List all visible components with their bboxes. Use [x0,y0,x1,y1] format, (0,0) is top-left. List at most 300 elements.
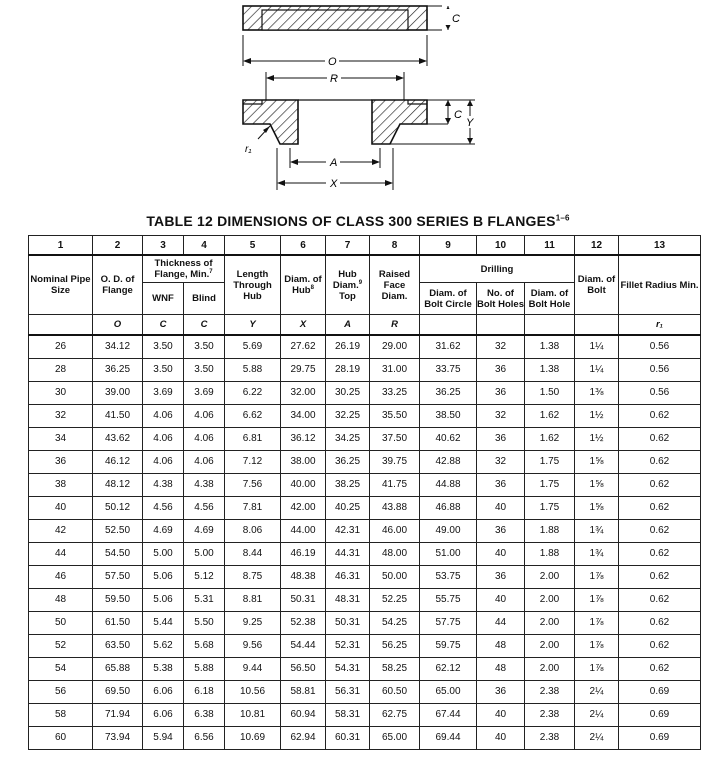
header-diam-of-hub-label: Diam. of Hub [284,274,322,296]
cell-size: 56 [29,680,93,703]
table-title-notes: 1–6 [555,213,570,223]
cell-thickness-wnf: 4.06 [143,404,184,427]
cell-diam-of-bolt-hole: 2.38 [525,703,575,726]
cell-size: 34 [29,427,93,450]
cell-hub-diam-top: 36.25 [326,450,370,473]
header-wnf: WNF [143,283,184,315]
cell-od: 69.50 [93,680,143,703]
symbol-a: A [326,315,370,335]
cell-size: 60 [29,726,93,749]
cell-od: 57.50 [93,565,143,588]
cell-bolt-circle: 67.44 [420,703,477,726]
cell-od: 36.25 [93,358,143,381]
cell-hub-diam-top: 44.31 [326,542,370,565]
col-num: 2 [93,236,143,256]
cell-raised-face-diam: 33.25 [370,381,420,404]
cell-raised-face-diam: 48.00 [370,542,420,565]
col-num: 7 [326,236,370,256]
cell-diam-of-bolt: 1½ [575,404,619,427]
cell-bolt-circle: 31.62 [420,335,477,359]
cell-diam-of-bolt-hole: 1.62 [525,427,575,450]
cell-size: 48 [29,588,93,611]
cell-diam-of-hub: 62.94 [281,726,326,749]
cell-size: 42 [29,519,93,542]
cell-diam-of-bolt: 2¼ [575,680,619,703]
cell-size: 32 [29,404,93,427]
table-row [29,381,701,404]
cell-bolt-circle: 51.00 [420,542,477,565]
cell-diam-of-bolt: 1⅞ [575,634,619,657]
cell-length-through-hub: 10.81 [225,703,281,726]
cell-fillet-radius: 0.56 [619,358,701,381]
table-body [29,335,701,750]
cell-thickness-blind: 3.50 [184,335,225,359]
cell-no-of-bolt-holes: 48 [477,634,525,657]
cell-size: 52 [29,634,93,657]
col-num: 13 [619,236,701,256]
cell-length-through-hub: 10.56 [225,680,281,703]
cell-length-through-hub: 7.81 [225,496,281,519]
cell-diam-of-bolt: 1¾ [575,519,619,542]
cell-diam-of-bolt: 1¼ [575,335,619,359]
cell-raised-face-diam: 43.88 [370,496,420,519]
header-no-of-bolt-holes: No. of Bolt Holes [477,283,525,315]
cell-raised-face-diam: 31.00 [370,358,420,381]
symbol-c-wnf: C [143,315,184,335]
table-row [29,634,701,657]
cell-thickness-wnf: 5.06 [143,588,184,611]
cell-thickness-blind: 4.06 [184,404,225,427]
cell-od: 46.12 [93,450,143,473]
dim-label-y: Y [466,117,474,129]
col-num: 12 [575,236,619,256]
column-number-row [29,236,701,256]
cell-od: 50.12 [93,496,143,519]
cell-raised-face-diam: 41.75 [370,473,420,496]
header-nominal-pipe-size: Nominal Pipe Size [29,255,93,315]
cell-bolt-circle: 42.88 [420,450,477,473]
cell-thickness-blind: 4.38 [184,473,225,496]
cell-hub-diam-top: 40.25 [326,496,370,519]
cell-diam-of-hub: 40.00 [281,473,326,496]
cell-thickness-blind: 6.38 [184,703,225,726]
cell-diam-of-bolt: 1⅞ [575,611,619,634]
cell-raised-face-diam: 37.50 [370,427,420,450]
cell-thickness-wnf: 4.06 [143,427,184,450]
cell-fillet-radius: 0.62 [619,450,701,473]
cell-size: 40 [29,496,93,519]
cell-diam-of-hub: 44.00 [281,519,326,542]
cell-thickness-wnf: 5.38 [143,657,184,680]
cell-diam-of-hub: 34.00 [281,404,326,427]
cell-diam-of-bolt: 2¼ [575,703,619,726]
table-row [29,657,701,680]
cell-thickness-wnf: 5.62 [143,634,184,657]
cell-od: 52.50 [93,519,143,542]
cell-size: 36 [29,450,93,473]
cell-fillet-radius: 0.56 [619,381,701,404]
cell-size: 26 [29,335,93,359]
header-diam-of-bolt-hole: Diam. of Bolt Hole [525,283,575,315]
cell-no-of-bolt-holes: 36 [477,565,525,588]
cell-thickness-blind: 5.31 [184,588,225,611]
header-row-1 [29,255,701,283]
table-row [29,427,701,450]
cell-bolt-circle: 62.12 [420,657,477,680]
cell-diam-of-hub: 38.00 [281,450,326,473]
cell-fillet-radius: 0.62 [619,634,701,657]
cell-thickness-blind: 6.18 [184,680,225,703]
cell-bolt-circle: 40.62 [420,427,477,450]
cell-thickness-wnf: 3.69 [143,381,184,404]
table-row [29,680,701,703]
cell-raised-face-diam: 39.75 [370,450,420,473]
cell-fillet-radius: 0.62 [619,473,701,496]
cell-fillet-radius: 0.69 [619,726,701,749]
cell-bolt-circle: 36.25 [420,381,477,404]
cell-length-through-hub: 7.56 [225,473,281,496]
col-num: 6 [281,236,326,256]
col-num: 5 [225,236,281,256]
cell-diam-of-bolt-hole: 1.75 [525,450,575,473]
header-bolt-circle: Diam. of Bolt Circle [420,283,477,315]
cell-diam-of-bolt-hole: 2.00 [525,657,575,680]
cell-size: 44 [29,542,93,565]
cell-diam-of-bolt-hole: 2.38 [525,726,575,749]
cell-diam-of-bolt-hole: 2.38 [525,680,575,703]
cell-bolt-circle: 49.00 [420,519,477,542]
symbol-empty [477,315,525,335]
cell-size: 46 [29,565,93,588]
cell-fillet-radius: 0.69 [619,703,701,726]
table-row [29,588,701,611]
col-num: 4 [184,236,225,256]
cell-od: 48.12 [93,473,143,496]
cell-no-of-bolt-holes: 36 [477,473,525,496]
symbol-x: X [281,315,326,335]
cell-diam-of-hub: 36.12 [281,427,326,450]
cell-no-of-bolt-holes: 32 [477,335,525,359]
cell-diam-of-bolt-hole: 1.75 [525,496,575,519]
cell-hub-diam-top: 34.25 [326,427,370,450]
cell-thickness-wnf: 5.06 [143,565,184,588]
header-hub-top-label: Top [339,290,356,302]
header-raised-face-diam: Raised Face Diam. [370,255,420,315]
cell-diam-of-hub: 32.00 [281,381,326,404]
cell-no-of-bolt-holes: 36 [477,680,525,703]
cell-fillet-radius: 0.62 [619,588,701,611]
cell-no-of-bolt-holes: 36 [477,519,525,542]
cell-thickness-blind: 5.00 [184,542,225,565]
cell-diam-of-bolt-hole: 1.62 [525,404,575,427]
cell-hub-diam-top: 32.25 [326,404,370,427]
cell-bolt-circle: 65.00 [420,680,477,703]
header-diam-of-bolt: Diam. of Bolt [575,255,619,315]
cell-no-of-bolt-holes: 40 [477,588,525,611]
cell-od: 63.50 [93,634,143,657]
col-num: 11 [525,236,575,256]
cell-thickness-blind: 5.68 [184,634,225,657]
cell-od: 61.50 [93,611,143,634]
cell-length-through-hub: 10.69 [225,726,281,749]
cell-od: 71.94 [93,703,143,726]
cell-length-through-hub: 6.62 [225,404,281,427]
cell-thickness-wnf: 4.69 [143,519,184,542]
cell-thickness-wnf: 6.06 [143,703,184,726]
cell-length-through-hub: 9.56 [225,634,281,657]
cell-no-of-bolt-holes: 36 [477,381,525,404]
symbol-r1: r₁ [619,315,701,335]
cell-no-of-bolt-holes: 36 [477,358,525,381]
cell-thickness-wnf: 3.50 [143,358,184,381]
cell-length-through-hub: 9.25 [225,611,281,634]
cell-raised-face-diam: 50.00 [370,565,420,588]
cell-no-of-bolt-holes: 36 [477,427,525,450]
table-row [29,519,701,542]
cell-diam-of-bolt: 2¼ [575,726,619,749]
cell-diam-of-bolt-hole: 1.38 [525,358,575,381]
cell-size: 28 [29,358,93,381]
cell-diam-of-bolt: 1⅞ [575,565,619,588]
cell-hub-diam-top: 56.31 [326,680,370,703]
cell-thickness-blind: 3.69 [184,381,225,404]
cell-bolt-circle: 33.75 [420,358,477,381]
cell-raised-face-diam: 62.75 [370,703,420,726]
cell-bolt-circle: 53.75 [420,565,477,588]
table-title-text: TABLE 12 DIMENSIONS OF CLASS 300 SERIES B FLANGES [146,213,556,229]
cell-thickness-wnf: 4.06 [143,450,184,473]
cell-thickness-blind: 4.56 [184,496,225,519]
cell-thickness-wnf: 6.06 [143,680,184,703]
cell-length-through-hub: 5.69 [225,335,281,359]
symbol-r: R [370,315,420,335]
header-od: O. D. of Flange [93,255,143,315]
table-row [29,726,701,749]
cell-thickness-wnf: 5.94 [143,726,184,749]
symbol-empty [420,315,477,335]
cell-diam-of-hub: 50.31 [281,588,326,611]
table-title [0,213,716,229]
cell-thickness-blind: 4.06 [184,427,225,450]
cell-bolt-circle: 46.88 [420,496,477,519]
cell-od: 73.94 [93,726,143,749]
cell-thickness-wnf: 3.50 [143,335,184,359]
cell-thickness-blind: 6.56 [184,726,225,749]
cell-diam-of-bolt-hole: 2.00 [525,634,575,657]
cell-bolt-circle: 59.75 [420,634,477,657]
table-row [29,496,701,519]
dim-o [243,35,427,68]
cell-size: 38 [29,473,93,496]
cell-fillet-radius: 0.62 [619,565,701,588]
cell-raised-face-diam: 46.00 [370,519,420,542]
header-hub-diam-label: Hub Diam. [332,268,359,291]
flange-drawing [0,0,716,206]
cell-diam-of-bolt: 1¾ [575,542,619,565]
symbol-c-blind: C [184,315,225,335]
cell-fillet-radius: 0.69 [619,680,701,703]
cell-size: 58 [29,703,93,726]
cell-fillet-radius: 0.62 [619,542,701,565]
cell-thickness-wnf: 4.56 [143,496,184,519]
cell-fillet-radius: 0.62 [619,657,701,680]
header-blind: Blind [184,283,225,315]
cell-thickness-blind: 3.50 [184,358,225,381]
cell-length-through-hub: 8.75 [225,565,281,588]
table-row [29,450,701,473]
table-row [29,611,701,634]
cell-od: 59.50 [93,588,143,611]
cell-raised-face-diam: 65.00 [370,726,420,749]
cell-diam-of-bolt-hole: 2.00 [525,611,575,634]
cell-od: 43.62 [93,427,143,450]
cell-no-of-bolt-holes: 40 [477,703,525,726]
dim-label-c-top: C [452,13,460,25]
cell-diam-of-bolt: 1⅝ [575,473,619,496]
flange-dimensions-table [28,235,701,750]
cell-fillet-radius: 0.62 [619,404,701,427]
cell-diam-of-hub: 54.44 [281,634,326,657]
cell-diam-of-bolt-hole: 2.00 [525,588,575,611]
cell-length-through-hub: 7.12 [225,450,281,473]
table-row [29,703,701,726]
cell-raised-face-diam: 58.25 [370,657,420,680]
header-size [29,315,93,335]
cell-diam-of-bolt: 1⅝ [575,450,619,473]
dim-label-c-side: C [454,109,462,121]
cell-size: 54 [29,657,93,680]
cell-diam-of-bolt: 1⅝ [575,496,619,519]
table-row [29,335,701,359]
cell-no-of-bolt-holes: 40 [477,726,525,749]
cell-no-of-bolt-holes: 32 [477,404,525,427]
cell-od: 54.50 [93,542,143,565]
cell-od: 34.12 [93,335,143,359]
cell-od: 41.50 [93,404,143,427]
col-num: 3 [143,236,184,256]
dim-r [266,72,404,100]
header-diam-of-hub-note: 8 [310,284,314,291]
cell-size: 50 [29,611,93,634]
cell-thickness-blind: 4.06 [184,450,225,473]
cell-length-through-hub: 6.22 [225,381,281,404]
cell-length-through-hub: 5.88 [225,358,281,381]
header-fillet-radius: Fillet Radius Min. [619,255,701,315]
header-hub-diam-note: 9 [358,279,363,286]
cell-diam-of-bolt: 1½ [575,427,619,450]
table-row [29,358,701,381]
header-length-through-hub: Length Through Hub [225,255,281,315]
cell-no-of-bolt-holes: 40 [477,496,525,519]
cell-hub-diam-top: 26.19 [326,335,370,359]
cell-hub-diam-top: 46.31 [326,565,370,588]
cell-size: 30 [29,381,93,404]
cell-od: 65.88 [93,657,143,680]
cell-diam-of-hub: 58.81 [281,680,326,703]
cell-bolt-circle: 57.75 [420,611,477,634]
col-num: 1 [29,236,93,256]
cell-diam-of-bolt-hole: 1.75 [525,473,575,496]
cell-raised-face-diam: 35.50 [370,404,420,427]
table-row [29,542,701,565]
symbol-o: O [93,315,143,335]
symbol-empty [575,315,619,335]
dim-label-a: A [330,157,338,169]
cell-hub-diam-top: 60.31 [326,726,370,749]
cell-hub-diam-top: 30.25 [326,381,370,404]
cell-diam-of-hub: 42.00 [281,496,326,519]
header-thickness [143,255,225,283]
cell-length-through-hub: 8.06 [225,519,281,542]
cell-raised-face-diam: 29.00 [370,335,420,359]
cell-diam-of-bolt-hole: 1.38 [525,335,575,359]
cell-no-of-bolt-holes: 32 [477,450,525,473]
header-hub-diam-top [326,255,370,315]
cell-thickness-blind: 4.69 [184,519,225,542]
table-row [29,565,701,588]
cell-bolt-circle: 55.75 [420,588,477,611]
dim-label-r1: r₁ [245,144,252,155]
cell-hub-diam-top: 38.25 [326,473,370,496]
cell-length-through-hub: 6.81 [225,427,281,450]
col-num: 9 [420,236,477,256]
cell-diam-of-bolt-hole: 2.00 [525,565,575,588]
cell-diam-of-bolt-hole: 1.50 [525,381,575,404]
blind-flange-drawing [243,6,460,30]
cell-hub-diam-top: 48.31 [326,588,370,611]
cell-diam-of-hub: 29.75 [281,358,326,381]
cell-fillet-radius: 0.56 [619,335,701,359]
cell-diam-of-bolt-hole: 1.88 [525,519,575,542]
dim-label-o: O [328,56,337,68]
cell-raised-face-diam: 54.25 [370,611,420,634]
cell-od: 39.00 [93,381,143,404]
cell-no-of-bolt-holes: 48 [477,657,525,680]
cell-thickness-wnf: 5.44 [143,611,184,634]
cell-length-through-hub: 9.44 [225,657,281,680]
cell-fillet-radius: 0.62 [619,611,701,634]
header-diam-of-hub [281,255,326,315]
cell-diam-of-hub: 56.50 [281,657,326,680]
dim-label-x: X [330,178,338,190]
cell-hub-diam-top: 52.31 [326,634,370,657]
cell-hub-diam-top: 58.31 [326,703,370,726]
cell-no-of-bolt-holes: 44 [477,611,525,634]
cell-thickness-blind: 5.88 [184,657,225,680]
cell-length-through-hub: 8.44 [225,542,281,565]
dim-label-r: R [330,73,338,85]
cell-diam-of-hub: 60.94 [281,703,326,726]
cell-bolt-circle: 44.88 [420,473,477,496]
header-thickness-label: Thickness of Flange, Min. [154,258,213,280]
cell-bolt-circle: 38.50 [420,404,477,427]
cell-diam-of-hub: 48.38 [281,565,326,588]
cell-no-of-bolt-holes: 40 [477,542,525,565]
cell-thickness-wnf: 4.38 [143,473,184,496]
cell-thickness-blind: 5.50 [184,611,225,634]
cell-hub-diam-top: 54.31 [326,657,370,680]
cell-diam-of-hub: 46.19 [281,542,326,565]
cell-hub-diam-top: 50.31 [326,611,370,634]
table-row [29,473,701,496]
symbol-empty [525,315,575,335]
cell-raised-face-diam: 56.25 [370,634,420,657]
col-num: 8 [370,236,420,256]
cell-hub-diam-top: 42.31 [326,519,370,542]
cell-diam-of-bolt-hole: 1.88 [525,542,575,565]
cell-diam-of-hub: 52.38 [281,611,326,634]
cell-bolt-circle: 69.44 [420,726,477,749]
